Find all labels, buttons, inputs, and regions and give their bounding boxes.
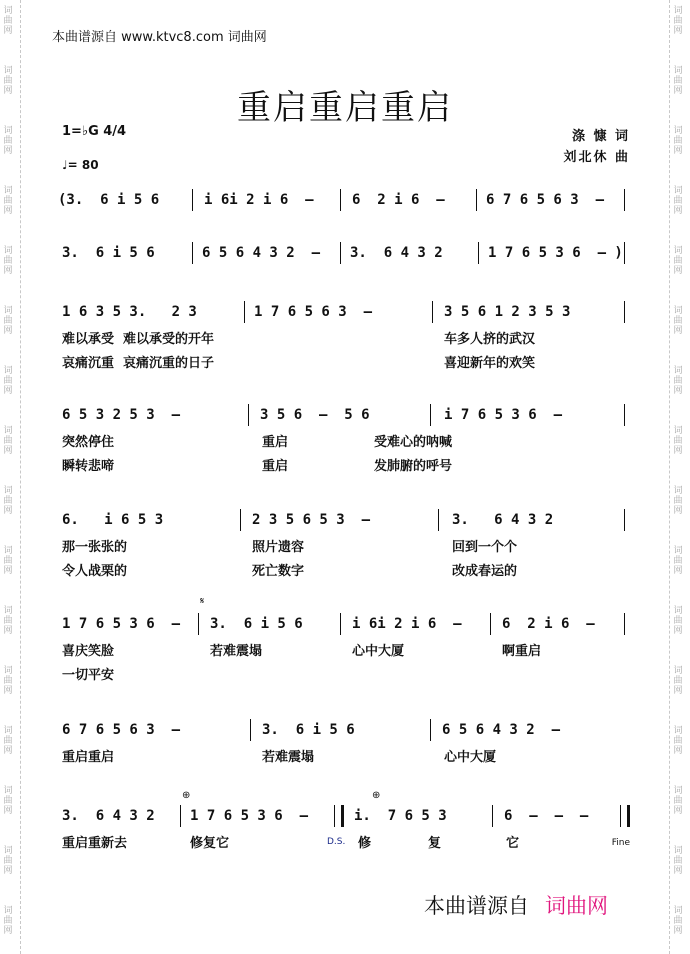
barline <box>250 719 251 741</box>
watermark: 词 曲 网 <box>673 666 683 696</box>
source-header: 本曲谱源自 www.ktvc8.com 词曲网 <box>52 30 267 45</box>
measure: 3. 6 i 5 6 <box>210 616 303 632</box>
barline <box>240 509 241 531</box>
barline <box>624 189 625 211</box>
lyric-line: 修复它 <box>190 836 230 851</box>
watermark: 词 曲 网 <box>3 186 13 216</box>
watermark: 词 曲 网 <box>673 486 683 516</box>
barline <box>624 613 625 635</box>
barline <box>624 242 625 264</box>
measure: 6 2 i 6 – <box>502 616 595 632</box>
right-margin-strip <box>669 0 690 954</box>
measure: i. 7 6 5 3 <box>354 808 447 824</box>
measure: i 6i 2 i 6 – <box>204 192 314 208</box>
lyric-line: 发肺腑的呼号 <box>374 459 453 474</box>
watermark: 词 曲 网 <box>3 426 13 456</box>
measure: 6 5 6 4 3 2 – <box>442 722 561 738</box>
watermark: 词 曲 网 <box>3 726 13 756</box>
watermark: 词 曲 网 <box>3 606 13 636</box>
barline <box>180 805 181 827</box>
footer-text: 本曲谱源自 <box>424 894 529 918</box>
watermark: 词 曲 网 <box>673 366 683 396</box>
lyric-line: 重启 <box>262 459 289 474</box>
barline <box>430 404 431 426</box>
barline <box>192 242 193 264</box>
measure: i 6i 2 i 6 – <box>352 616 462 632</box>
lyric-line: 啊重启 <box>502 644 542 659</box>
lyric-line: 死亡数字 <box>252 564 305 579</box>
footer-brand: 词曲网 <box>545 894 608 918</box>
lyric-line: 它 <box>506 836 520 851</box>
lyric-line: 车多人挤的武汉 <box>444 332 536 347</box>
measure: 1 7 6 5 3 6 – <box>190 808 309 824</box>
measure: 3 5 6 – 5 6 <box>260 407 370 423</box>
fine-mark: Fine <box>611 838 630 848</box>
barline <box>340 242 341 264</box>
lyric-line: 若难震塌 <box>262 750 315 765</box>
left-margin-strip <box>0 0 21 954</box>
watermark: 词 曲 网 <box>3 366 13 396</box>
lyricist-credit: 涤 慷 词 <box>571 129 630 144</box>
measure: i 7 6 5 3 6 – <box>444 407 563 423</box>
barline <box>490 613 491 635</box>
lyric-line: 难以承受 难以承受的开年 <box>62 332 215 347</box>
lyric-line: 一切平安 <box>62 668 115 683</box>
watermark: 词 曲 网 <box>673 606 683 636</box>
watermark: 词 曲 网 <box>673 66 683 96</box>
double-barline <box>334 805 344 827</box>
key-signature: 1=♭G 4/4 <box>62 124 127 139</box>
watermark: 词 曲 网 <box>673 426 683 456</box>
measure: 6 7 6 5 6 3 – <box>486 192 605 208</box>
measure: 1 7 6 5 6 3 – <box>254 304 373 320</box>
barline <box>198 613 199 635</box>
lyric-line: 突然停住 <box>62 435 115 450</box>
barline <box>248 404 249 426</box>
measure: 3 5 6 1 2 3 5 3 <box>444 304 571 320</box>
lyric-line: 照片遗容 <box>252 540 305 555</box>
watermark: 词 曲 网 <box>673 306 683 336</box>
measure: 6 2 i 6 – <box>352 192 445 208</box>
barline <box>438 509 439 531</box>
tempo-marking: ♩= 80 <box>62 158 99 172</box>
measure: 6 – – – <box>504 808 589 824</box>
footer-credit <box>424 890 608 920</box>
lyric-line: 哀痛沉重 哀痛沉重的日子 <box>62 356 215 371</box>
watermark: 词 曲 网 <box>3 906 13 936</box>
measure: (3. 6 i 5 6 <box>58 192 160 208</box>
watermark: 词 曲 网 <box>673 6 683 36</box>
lyric-line: 重启 <box>262 435 289 450</box>
watermark: 词 曲 网 <box>3 846 13 876</box>
lyric-line: 那一张张的 <box>62 540 128 555</box>
measure: 1 7 6 5 3 6 – <box>62 616 181 632</box>
lyric-line: 瞬转悲啼 <box>62 459 115 474</box>
measure: 6 5 3 2 5 3 – <box>62 407 181 423</box>
watermark: 词 曲 网 <box>673 906 683 936</box>
measure: 6 5 6 4 3 2 – <box>202 245 321 261</box>
lyric-line: 改成春运的 <box>452 564 518 579</box>
lyric-line: 重启重启 <box>62 750 115 765</box>
lyric-line: 心中大厦 <box>352 644 405 659</box>
barline <box>478 242 479 264</box>
lyric-line: 喜迎新年的欢笑 <box>444 356 536 371</box>
lyric-line: 受难心的呐喊 <box>374 435 453 450</box>
watermark: 词 曲 网 <box>3 66 13 96</box>
lyric-line: 重启重新去 <box>62 836 128 851</box>
watermark: 词 曲 网 <box>3 306 13 336</box>
barline <box>432 301 433 323</box>
watermark: 词 曲 网 <box>3 6 13 36</box>
watermark: 词 曲 网 <box>673 246 683 276</box>
measure: 3. 6 4 3 2 <box>62 808 155 824</box>
barline <box>624 509 625 531</box>
watermark: 词 曲 网 <box>3 666 13 696</box>
measure: 3. 6 i 5 6 <box>262 722 355 738</box>
barline <box>340 613 341 635</box>
barline <box>492 805 493 827</box>
measure: 3. 6 4 3 2 <box>350 245 443 261</box>
barline <box>476 189 477 211</box>
measure: 3. 6 i 5 6 <box>62 245 155 261</box>
composer-credit: 刘北休 曲 <box>563 150 630 165</box>
watermark: 词 曲 网 <box>3 546 13 576</box>
watermark: 词 曲 网 <box>3 246 13 276</box>
measure: 6. i 6 5 3 <box>62 512 164 528</box>
segno-sign: 𝄋 <box>200 596 205 607</box>
measure: 6 7 6 5 6 3 – <box>62 722 181 738</box>
watermark: 词 曲 网 <box>673 786 683 816</box>
coda-sign: ⊕ <box>182 790 191 801</box>
lyric-line: 修 <box>358 836 372 851</box>
barline <box>192 189 193 211</box>
measure: 1 7 6 5 3 6 – ) <box>488 245 623 261</box>
lyric-line: 若难震塌 <box>210 644 263 659</box>
measure: 2 3 5 6 5 3 – <box>252 512 371 528</box>
lyric-line: 复 <box>428 836 442 851</box>
watermark: 词 曲 网 <box>673 726 683 756</box>
measure: 3. 6 4 3 2 <box>452 512 554 528</box>
dal-segno-mark: D.S. <box>327 837 346 847</box>
barline <box>340 189 341 211</box>
barline <box>244 301 245 323</box>
lyric-line: 喜庆笑脸 <box>62 644 115 659</box>
barline <box>430 719 431 741</box>
coda-sign: ⊕ <box>372 790 381 801</box>
watermark: 词 曲 网 <box>673 546 683 576</box>
lyric-line: 心中大厦 <box>444 750 497 765</box>
watermark: 词 曲 网 <box>3 786 13 816</box>
barline <box>624 301 625 323</box>
final-barline <box>620 805 630 827</box>
watermark: 词 曲 网 <box>3 126 13 156</box>
watermark: 词 曲 网 <box>673 846 683 876</box>
watermark: 词 曲 网 <box>673 186 683 216</box>
lyric-line: 回到一个个 <box>452 540 518 555</box>
watermark: 词 曲 网 <box>673 126 683 156</box>
watermark: 词 曲 网 <box>3 486 13 516</box>
lyric-line: 令人战栗的 <box>62 564 128 579</box>
song-title: 重启重启重启 <box>237 88 453 128</box>
measure: 1 6 3 5 3. 2 3 <box>62 304 197 320</box>
barline <box>624 404 625 426</box>
